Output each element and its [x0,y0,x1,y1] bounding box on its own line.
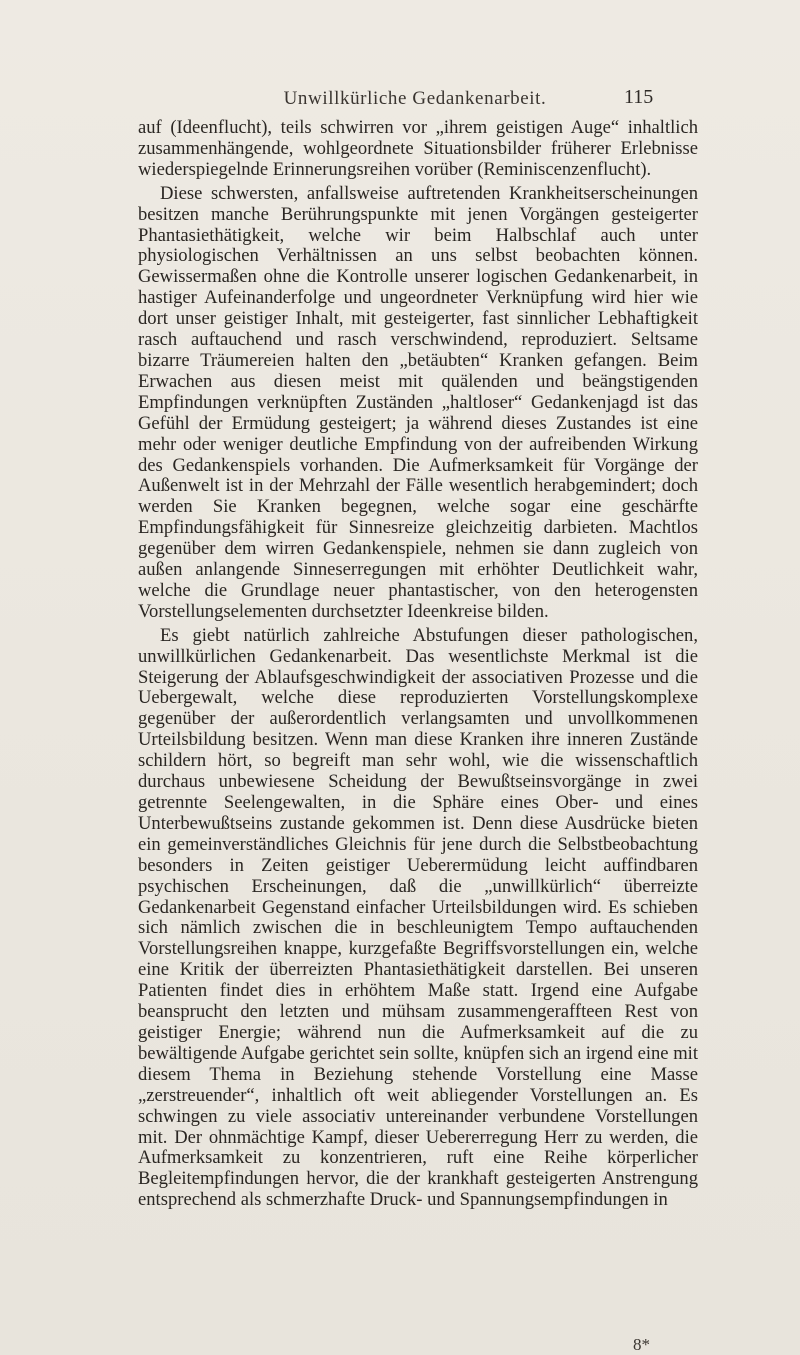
page-number: 115 [624,86,654,108]
printer-signature: 8* [633,1335,650,1354]
running-title: Unwillkürliche Gedankenarbeit. [283,88,547,109]
paragraph-3: Es giebt natürlich zahlreiche Abstufungen dieser pathologischen, unwillkürlichen Gedankenarbeit. Das wesentlichste Merkmal ist die Steigerung der Ablaufsgeschwindigkeit der associativen Prozesse und die Uebergewalt, welche diese reproduzierten Vorstellungskomplexe gegenüber der außerordentlich verlangsamten und unvollkommenen Urteilsbildung besitzen. Wenn man diese Kranken ihre inneren Zustände schildern hört, so begreift man sehr wohl, wie die wissenschaftlich durchaus unbewiesene Scheidung der Bewußtseinsvorgänge in zwei getrennte Seelengewalten, in die Sphäre eines Ober- und eines Unterbewußtseins zustande gekommen ist. Denn diese Ausdrücke bieten ein gemeinverständliches Gleichnis für jene durch die Selbstbeobachtung besonders in Zeiten geistiger Ueberermüdung leicht auffindbaren psychischen Erscheinungen, daß die „unwillkürlich“ überreizte Gedankenarbeit Gegenstand einfacher Urteilsbildungen wird. Es schieben sich nämlich zwischen die in beschleunigtem Tempo auftauchenden Vorstellungsreihen knappe, kurzgefaßte Begriffsvorstellungen ein, welche eine Kritik der überreizten Phantasiethätigkeit darstellen. Bei unseren Patienten findet dies in erhöhtem Maße statt. Irgend eine Aufgabe beansprucht den letzten und mühsam zusammengeraffteen Rest von geistiger Energie; während nun die Aufmerksamkeit auf die zu bewältigende Aufgabe gerichtet sein sollte, knüpfen sich an irgend eine mit diesem Thema in Beziehung stehende Vorstellung eine Masse „zerstreuender“, inhaltlich oft weit abliegender Vorstellungen an. Es schwingen zu viele associativ untereinander verbundene Vorstellungen mit. Der ohnmächtige Kampf, dieser Uebererregung Herr zu werden, die Aufmerksamkeit zu konzentrieren, ruft eine Reihe körperlicher Begleitempfindungen hervor, die der krankhaft gesteigerten Anstrengung entsprechend als schmerzhafte Druck- und Spannungsempfindungen in [138,624,698,1211]
paragraph-2: Diese schwersten, anfallsweise auftretenden Krankheitserscheinungen besitzen manche Berührungspunkte mit jenen Vorgängen gesteigerter Phantasiethätigkeit, welche wir beim Halbschlaf auch unter physiologischen Verhältnissen an uns selbst beobachten können. Gewissermaßen ohne die Kontrolle unserer logischen Gedankenarbeit, in hastiger Aufeinanderfolge und ungeordneter Verknüpfung wird hier wie dort unser geistiger Inhalt, mit gesteigerter, fast sinnlicher Lebhaftigkeit rasch auftauchend und rasch verschwindend, reproduziert. Seltsame bizarre Träumereien halten den „betäubten“ Kranken gefangen. Beim Erwachen aus diesen meist mit quälenden und beängstigenden Empfindungen verknüpften Zuständen „haltloser“ Gedankenjagd ist das Gefühl der Ermüdung gesteigert; ja während dieses Zustandes ist eine mehr oder weniger deutliche Empfindung von der aufreibenden Wirkung des Gedankenspiels vorhanden. Die Aufmerksamkeit für Vorgänge der Außenwelt ist in der Mehrzahl der Fälle wesentlich herabgemindert; doch werden Sie Kranken begegnen, welche sogar eine geschärfte Empfindungsfähigkeit für Sinnesreize gleichzeitig darbieten. Machtlos gegenüber dem wirren Gedankenspiele, nehmen sie dann zugleich von außen anlangende Sinneserregungen mit erhöhter Deutlichkeit wahr, welche die Grundlage neuer phantastischer, von den heterogensten Vorstellungselementen durchsetzter Ideenkreise bilden. [138,182,698,622]
body-text [138,118,698,1211]
paragraph-1: auf (Ideenflucht), teils schwirren vor „ihrem geistigen Auge“ inhaltlich zusammenhängende, wohlgeordnete Situationsbilder früherer Erlebnisse wiederspiegelnde Erinnerungsreihen vorüber (Reminiscenzenflucht). [138,117,698,180]
